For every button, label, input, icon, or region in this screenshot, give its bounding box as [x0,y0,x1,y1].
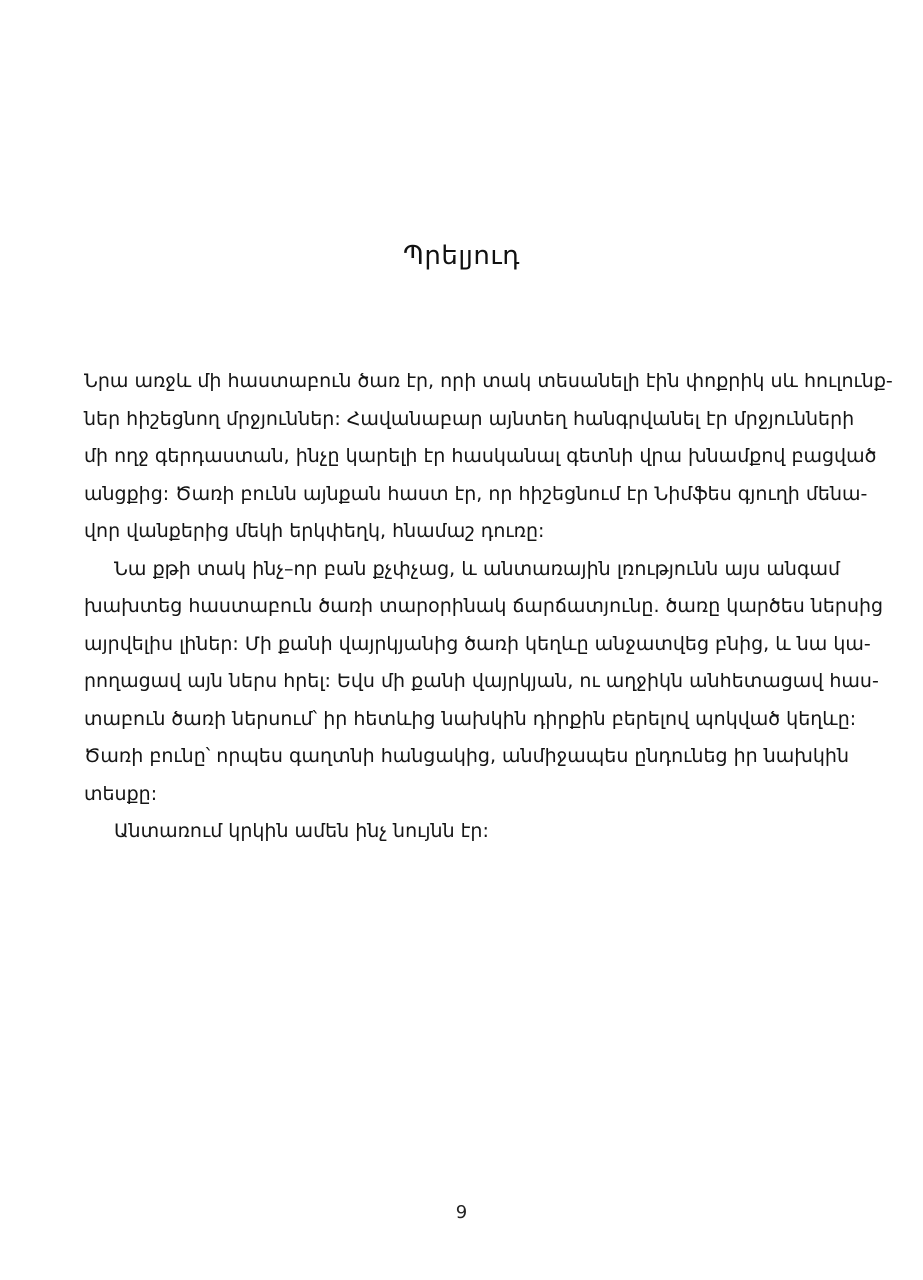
text-line: տեսքը: [84,782,158,805]
paragraph-3 [84,813,840,851]
page-number: 9 [455,1202,468,1223]
body-text [84,363,893,851]
text-line: վոր վանքերից մեկի երկփեղկ, հնամաշ դուռը: [84,520,545,542]
chapter-title: Պրելյուդ [403,241,520,271]
text-line: րողացավ այն ներս հրել: Եվս մի քանի վայրկյան, ու աղջիկն անհետացավ հաս- [84,670,879,692]
text-line: ներ հիշեցնող մրջյուններ: Հավանաբար այնտեղ հանգրվանել էր մրջյունների [84,407,855,430]
text-line: Նա քթի տակ ինչ–որ բան քչփչաց, և անտառային լռությունն այս անգամ [114,557,840,580]
paragraph-1 [84,363,893,551]
text-line: այրվելիս լիներ: Մի քանի վայրկյանից ծառի կեղևը անջատվեց բնից, և նա կա- [84,632,871,655]
paragraph-2 [84,551,884,814]
text-line: Նրա առջև մի հաստաբուն ծառ էր, որի տակ տեսանելի էին փոքրիկ սև հուլունք- [84,370,893,392]
text-line: խախտեց հաստաբուն ծառի տարօրինակ ճարճատյունը. ծառը կարծես ներսից [84,595,884,617]
text-line: մի ողջ գերդաստան, ինչը կարելի էր հասկանալ գետնի վրա խնամքով բացված [84,445,877,467]
text-line: Ծառի բունը՝ որպես գաղտնի հանցակից, անմիջապես ընդունեց իր նախկին [84,745,849,767]
text-line: անցքից: Ծառի բունն այնքան հաստ էր, որ հիշեցնում էր Նիմֆես գյուղի մենա- [84,482,868,505]
text-line: տաբուն ծառի ներսում՝ իր հետևից նախկին դիրքին բերելով պոկված կեղևը: [84,707,857,730]
text-line: Անտառում կրկին ամեն ինչ նույնն էր: [114,820,489,842]
